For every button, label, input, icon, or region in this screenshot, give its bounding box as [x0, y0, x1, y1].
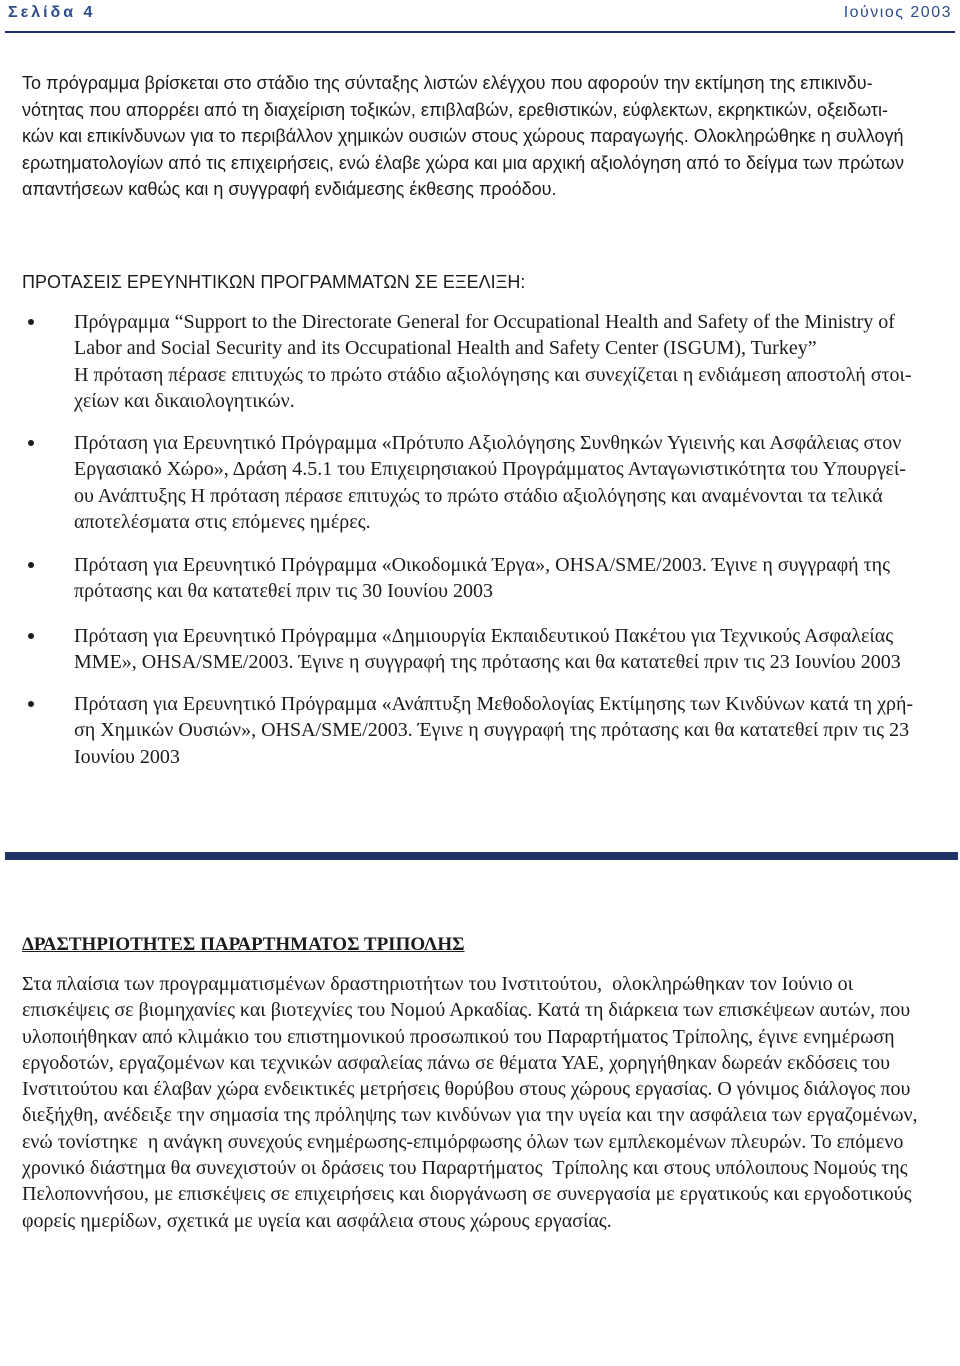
tripoli-heading: ΔΡΑΣΤΗΡΙΟΤΗΤΕΣ ΠΑΡΑΡΤΗΜΑΤΟΣ ΤΡΙΠΟΛΗΣ	[22, 934, 465, 955]
proposal-item	[0, 309, 960, 413]
bullet-icon	[28, 562, 34, 568]
proposal-line: Εργασιακό Χώρο», Δράση 4.5.1 του Επιχειρησιακού Προγράμματος Ανταγωνιστικότητα του Υπουργεί-	[74, 458, 906, 481]
page-label: Σελίδα 4	[8, 4, 96, 21]
intro-line: κών και επικίνδυνων για το περιβάλλον χημικών ουσιών στους χώρους παραγωγής. Ολοκληρώθηκε η συλλογή	[22, 126, 904, 146]
proposal-text	[74, 691, 948, 770]
intro-line: ερωτηματολογίων από τις επιχειρήσεις, ενώ έλαβε χώρα και μια αρχική αξιολόγηση από το δείγμα των πρώτων	[22, 152, 905, 173]
tripoli-line: φορείς ημερίδων, σχετικά με υγεία και ασφάλεια στους χώρους εργασίας.	[22, 1209, 612, 1232]
intro-line: νότητας που απορρέει από τη διαχείριση τοξικών, επιβλαβών, ερεθιστικών, εύφλεκτων, εκρηκτικών, οξειδωτι-	[22, 99, 888, 120]
tripoli-line: Στα πλαίσια των προγραμματισμένων δραστηριοτήτων του Ινστιτούτου, ολοκληρώθηκαν τον Ιούνιο οι	[22, 973, 853, 995]
header-rule	[5, 31, 955, 33]
tripoli-line: επισκέψεις σε βιομηχανίες και βιοτεχνίες του Νομού Αρκαδίας. Κατά τη διάρκεια των επισκέψεων αυτών, που	[22, 999, 911, 1022]
proposal-item	[0, 552, 960, 603]
proposal-item	[0, 430, 960, 534]
tripoli-line: χρονικό διάστημα θα συνεχιστούν οι δράσεις του Παραρτήματος Τρίπολης και στους υπόλοιπους Νομούς της	[22, 1157, 908, 1180]
proposal-text	[74, 552, 948, 605]
proposal-text	[74, 430, 948, 536]
proposal-line: Πρόταση για Ερευνητικό Πρόγραμμα «Ανάπτυξη Μεθοδολογίας Εκτίμησης των Κινδύνων κατά τη χρή-	[74, 693, 914, 715]
proposal-item	[0, 691, 960, 768]
bullet-icon	[28, 319, 34, 325]
proposal-line: Πρόταση για Ερευνητικό Πρόγραμμα «Πρότυπο Αξιολόγησης Συνθηκών Υγιεινής και Ασφάλειας στον	[74, 432, 902, 454]
bullet-icon	[28, 633, 34, 639]
tripoli-paragraph	[22, 971, 948, 1234]
tripoli-line: ενώ τονίστηκε η ανάγκη συνεχούς ενημέρωσης-επιμόρφωσης όλων των εμπλεκομένων πλευρών. Το επόμενο	[22, 1130, 904, 1153]
proposal-line: χείων και δικαιολογητικών.	[74, 390, 295, 413]
proposal-line: Η πρόταση πέρασε επιτυχώς το πρώτο στάδιο αξιολόγησης και συνεχίζεται η ενδιάμεση αποστολή στοι-	[74, 363, 912, 386]
proposal-text	[74, 309, 948, 415]
tripoli-line: υλοποιήθηκαν από κλιμάκιο του επιστημονικού προσωπικού του Παραρτήματος Τρίπολης, έγινε ενημέρωση	[22, 1025, 895, 1048]
tripoli-line: εργοδοτών, εργαζομένων και τεχνικών ασφαλείας πάνω σε θέματα ΥΑΕ, χορηγήθηκαν δωρεάν εκδόσεις του	[22, 1051, 890, 1074]
tripoli-line: Πελοποννήσου, με επισκέψεις σε επιχειρήσεις και διοργάνωση σε συνεργασία με εργατικούς και εργοδοτικούς	[22, 1183, 912, 1206]
proposal-item	[0, 623, 960, 674]
intro-line: Το πρόγραμμα βρίσκεται στο στάδιο της σύνταξης λιστών ελέγχου που αφορούν την εκτίμηση της επικινδυ-	[22, 73, 873, 93]
proposal-line: πρότασης και θα κατατεθεί πριν τις 30 Ιουνίου 2003	[74, 580, 493, 603]
proposal-line: Πρόταση για Ερευνητικό Πρόγραμμα «Δημιουργία Εκπαιδευτικού Πακέτου για Τεχνικούς Ασφαλείας	[74, 625, 894, 647]
intro-line: απαντήσεων καθώς και η συγγραφή ενδιάμεσης έκθεσης προόδου.	[22, 179, 557, 199]
tripoli-line: διεξήχθη, ανέδειξε την σημασία της πρόληψης των κινδύνων για την υγεία και την ασφάλεια των εργαζομένων,	[22, 1104, 918, 1127]
proposal-line: ου Ανάπτυξης Η πρόταση πέρασε επιτυχώς το πρώτο στάδιο αξιολόγησης και αναμένονται τα τελικά	[74, 484, 883, 507]
proposal-line: ΜΜΕ», OHSA/SME/2003. Έγινε η συγγραφή της πρότασης και θα κατατεθεί πριν τις 23 Ιουνίου 2003	[74, 651, 901, 674]
proposals-heading-block	[22, 269, 948, 296]
proposal-line: Ιουνίου 2003	[74, 745, 180, 768]
intro-paragraph	[22, 70, 948, 203]
bullet-icon	[28, 701, 34, 707]
proposal-line: Labor and Social Security and its Occupational Health and Safety Center (ISGUM), Turkey”	[74, 337, 817, 360]
proposal-line: αποτελέσματα στις επόμενες ημέρες.	[74, 511, 371, 534]
proposal-line: Πρόγραμμα “Support to the Directorate General for Occupational Health and Safety of the Ministry of	[74, 311, 895, 333]
tripoli-line: Ινστιτούτου και έλαβαν χώρα ενδεικτικές μετρήσεις θορύβου στους χώρους εργασίας. Ο γόνιμος διάλογος που	[22, 1078, 911, 1101]
tripoli-heading-block	[22, 932, 948, 958]
issue-date: Ιούνιος 2003	[843, 4, 952, 21]
proposal-line: Πρόταση για Ερευνητικό Πρόγραμμα «Οικοδομικά Έργα», OHSA/SME/2003. Έγινε η συγγραφή της	[74, 554, 891, 576]
proposals-heading: ΠΡΟΤΑΣΕΙΣ ΕΡΕΥΝΗΤΙΚΩΝ ΠΡΟΓΡΑΜΜΑΤΩΝ ΣΕ ΕΞΕΛΙΞΗ:	[22, 272, 526, 292]
section-divider	[5, 852, 958, 860]
proposal-line: ση Χημικών Ουσιών», OHSA/SME/2003. Έγινε η συγγραφή της πρότασης και θα κατατεθεί πριν τις 23	[74, 719, 910, 742]
proposal-text	[74, 623, 948, 676]
bullet-icon	[28, 440, 34, 446]
